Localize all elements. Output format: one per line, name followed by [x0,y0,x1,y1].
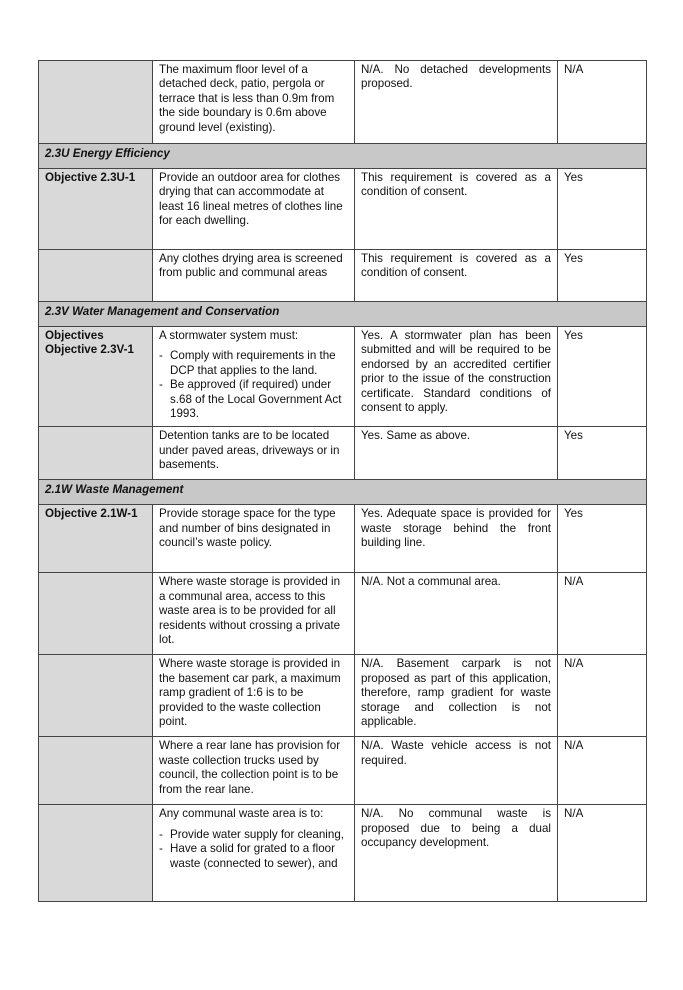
objective-cell: Objective 2.3U-1 [39,169,153,250]
compliance-cell: N/A [558,805,647,902]
section-title: 2.3V Water Management and Conservation [39,302,647,327]
section-title: 2.1W Waste Management [39,480,647,505]
objective-cell [39,327,153,427]
response-cell: Yes. Adequate space is provided for waste storage behind the front building line. [355,505,558,573]
objective-cell [39,427,153,480]
list-item: - Comply with requirements in the DCP that applies to the land. [159,349,348,378]
requirement-cell [153,805,355,902]
table-row [39,805,647,902]
response-cell: N/A. No communal waste is proposed due to being a dual occupancy development. [355,805,558,902]
compliance-cell: Yes [558,505,647,573]
objective-cell [39,250,153,302]
section-header [39,144,647,169]
section-header [39,302,647,327]
response-cell: Yes. A stormwater plan has been submitted and will be required to be endorsed by an accredited certifier prior to the issue of the construction certificate. Standard conditions of consent to apply. [355,327,558,427]
requirement-cell: Provide storage space for the type and number of bins designated in council’s waste policy. [153,505,355,573]
compliance-cell: Yes [558,327,647,427]
section-header [39,480,647,505]
requirement-cell: Provide an outdoor area for clothes drying that can accommodate at least 16 lineal metres of clothes line for each dwelling. [153,169,355,250]
requirement-cell: Where waste storage is provided in a communal area, access to this waste area is to be provided for all residents without crossing a private lot. [153,573,355,655]
compliance-cell: N/A [558,61,647,144]
compliance-cell: N/A [558,573,647,655]
list-item: - Have a solid for grated to a floor waste (connected to sewer), and [159,842,348,871]
response-cell: N/A. Waste vehicle access is not required. [355,737,558,805]
response-cell: N/A. Basement carpark is not proposed as part of this application, therefore, ramp gradient for waste storage and collection is not applicable. [355,655,558,737]
objective-cell [39,655,153,737]
requirement-cell: Detention tanks are to be located under paved areas, driveways or in basements. [153,427,355,480]
objective-id: Objective 2.3V-1 [45,343,134,357]
objective-cell [39,737,153,805]
requirement-list [159,828,348,871]
compliance-cell: Yes [558,427,647,480]
objectives-label: Objectives [45,329,104,342]
compliance-cell: Yes [558,250,647,302]
response-cell: N/A. Not a communal area. [355,573,558,655]
objective-cell: Objective 2.1W-1 [39,505,153,573]
compliance-cell: Yes [558,169,647,250]
requirement-cell: The maximum floor level of a detached deck, patio, pergola or terrace that is less than 0.9m from the side boundary is 0.6m above ground level (existing). [153,61,355,144]
table-row [39,250,647,302]
response-cell: This requirement is covered as a condition of consent. [355,250,558,302]
table-row [39,327,647,427]
section-title: 2.3U Energy Efficiency [39,144,647,169]
table-row [39,737,647,805]
requirement-cell: Where waste storage is provided in the basement car park, a maximum ramp gradient of 1:6 is to be provided to the waste collection point. [153,655,355,737]
objective-cell [39,573,153,655]
objective-cell [39,61,153,144]
requirement-list [159,349,348,421]
table-row [39,427,647,480]
requirement-cell [153,327,355,427]
list-item: - Be approved (if required) under s.68 of the Local Government Act 1993. [159,378,348,421]
objective-cell [39,805,153,902]
compliance-cell: N/A [558,655,647,737]
response-cell: This requirement is covered as a condition of consent. [355,169,558,250]
requirement-intro: Any communal waste area is to: [159,807,324,821]
table-row [39,655,647,737]
response-cell: Yes. Same as above. [355,427,558,480]
list-item: - Provide water supply for cleaning, [159,828,348,842]
table-row [39,573,647,655]
requirement-intro: A stormwater system must: [159,329,299,342]
compliance-table [38,60,647,902]
table-row [39,61,647,144]
requirement-cell: Where a rear lane has provision for waste collection trucks used by council, the collection point is to be from the rear lane. [153,737,355,805]
requirement-cell: Any clothes drying area is screened from public and communal areas [153,250,355,302]
compliance-cell: N/A [558,737,647,805]
table-row [39,169,647,250]
response-cell: N/A. No detached developments proposed. [355,61,558,144]
table-row [39,505,647,573]
